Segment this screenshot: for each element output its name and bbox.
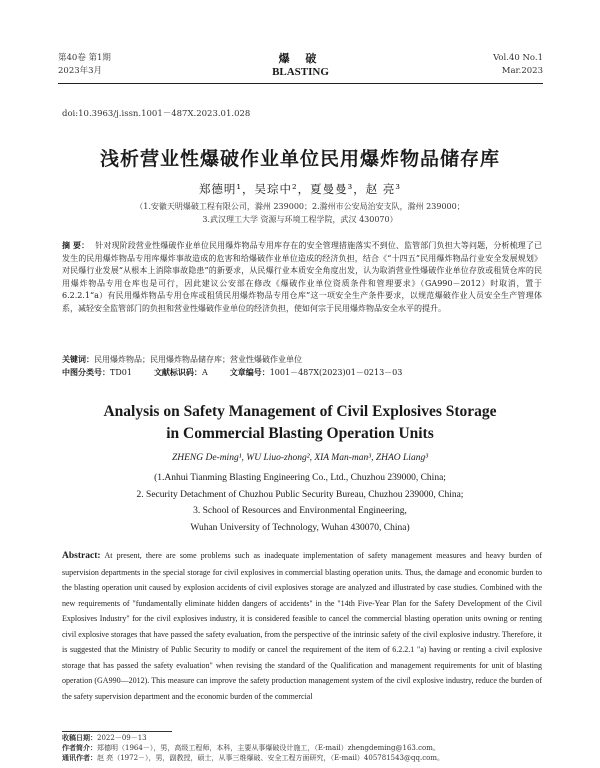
abstract-en-text: At present, there are some problems such as inadequate implementation of safety management measures and heavy burden of supervision departments in the special storage for civil explosives in commercial blasting operation units. Thus, the damage and economic burden to the blasting operation unit caused by explosion accidents of civil explosives storage are analyzed and illustrated by case studies. Combined with the new requirements of "fundamentally eliminate hidden dangers of accidents" in the "14th Five-Year Plan for the Safety Development of the Civil Explosives Industry" for the civil explosives industry, it is considered feasible to cancel the commercial blasting operation units owning or renting civil explosive storages that have passed the safety evaluation, from the perspective of the intrinsic safety of the civil explosive industry. Therefore, it is suggested that the Ministry of Public Security to modify or cancel the requirement of the item of 6.2.2.1 "a) having or renting a civil explosive storage that has passed the safety evaluation" when revising the standard of the Qualification and management requirements for unit of blasting operation (GA990—2012). This measure can improve the safety production management system of the civil explosive industry, reduce the burden of the safety supervision department and the economic burden of the commercial: [62, 551, 542, 701]
title-en: [0, 401, 600, 445]
abstract-en: [62, 548, 542, 704]
footnote: [62, 733, 542, 763]
affiliations-cn: [0, 200, 600, 226]
title-en-line: Analysis on Safety Management of Civil Explosives Storage: [103, 403, 497, 420]
affiliation-en-line: 2. Security Detachment of Chuzhou Public Security Bureau, Chuzhou 239000, China;: [136, 489, 464, 500]
keywords-cn-label: 关键词：: [62, 355, 94, 364]
title-en-line: in Commercial Blasting Operation Units: [166, 425, 434, 442]
affiliation-cn-line: （1.安徽天明爆破工程有限公司，滁州 239000；2.滁州市公安局治安支队，滁州 239000；: [135, 202, 465, 211]
affiliation-en-line: Wuhan University of Technology, Wuhan 430070, China): [190, 522, 410, 533]
clc-number: 中图分类号：TD01: [62, 368, 132, 377]
footnote-author: 作者简介：郑德明（1964－），男，高级工程师，本科，主要从事爆破设计施工，（E-mail）zhengdeming@163.com。: [62, 744, 440, 752]
header-rule: [58, 83, 543, 84]
affiliations-en: [0, 470, 600, 536]
keywords-cn-text: 民用爆炸物品；民用爆炸物品储存库；营业性爆破作业单位: [94, 355, 302, 364]
title-cn: 浅析营业性爆破作业单位民用爆炸物品储存库: [99, 148, 500, 170]
footnote-rule: [62, 731, 172, 732]
document-code: 文献标识码：A: [153, 368, 208, 377]
doi: doi:10.3963/j.issn.1001－487X.2023.01.028: [62, 109, 251, 119]
affiliation-cn-line: 3.武汉理工大学 资源与环境工程学院，武汉 430070）: [202, 215, 398, 224]
article-number: 文章编号：1001－487X(2023)01－0213－03: [229, 368, 403, 377]
footnote-corresponding: 通讯作者：赵 亮（1972－），男，副教授，硕士，从事三维爆破、安全工程方面研究，（E-mail）405781543@qq.com。: [62, 754, 444, 762]
header-date-cn: 2023年3月: [58, 66, 103, 76]
journal-name-cn: 爆 破: [278, 52, 323, 65]
header-journal: [58, 52, 543, 79]
journal-name-en: BLASTING: [272, 66, 329, 78]
authors-cn: 郑德明¹，吴琮中²，夏曼曼³，赵 亮³: [198, 182, 402, 196]
running-header: [58, 52, 543, 82]
keywords-cn: [62, 354, 542, 366]
abstract-cn-label: 摘 要：: [62, 241, 90, 250]
affiliation-en-line: 3. School of Resources and Environmental Engineering,: [193, 506, 407, 516]
header-volume-cn: 第40卷 第1期: [58, 53, 111, 63]
abstract-en-label: Abstract:: [62, 551, 101, 561]
abstract-cn: [62, 240, 542, 316]
abstract-cn-text: 针对现阶段营业性爆破作业单位民用爆炸物品专用库存在的安全管理措施落实不到位、监管部门负担大等问题，分析梳理了已发生的民用爆炸物品专用库爆炸事故造成的危害和给爆破作业单位造成的经济负担，结合《“十四五”民用爆炸物品行业安全发展规划》对民爆行业发展“从根本上消除事故隐患”的新要求，从民爆行业本质安全角度出发，认为取消营业性爆破作业单位存放或租赁仓库的民用爆炸物品专用仓库也是可行，因此建议公安部在修改《爆破作业单位资质条件和管理要求》（GA990－2012）时取消，置于6.2.2.1“a）有民用爆炸物品专用仓库或租赁民用爆炸物品专用仓库”这一项安全生产条件要求，以规范爆破作业人员安全生产管理体系，减轻安全监管部门的负担和营业性爆破作业单位的经济负担，使如何宗于民用爆炸物品安全水平的提升。: [62, 241, 542, 313]
header-date-en: Mar.2023: [501, 66, 543, 76]
affiliation-en-line: (1.Anhui Tianming Blasting Engineering Co., Ltd., Chuzhou 239000, China;: [154, 473, 446, 483]
classification-line: [62, 367, 542, 379]
authors-en: ZHENG De-ming¹, WU Liuo-zhong², XIA Man-man³, ZHAO Liang³: [171, 453, 429, 463]
header-right: [493, 52, 543, 78]
footnote-received: 收稿日期：2022－09－13: [62, 734, 147, 742]
header-volume-en: Vol.40 No.1: [493, 53, 543, 63]
